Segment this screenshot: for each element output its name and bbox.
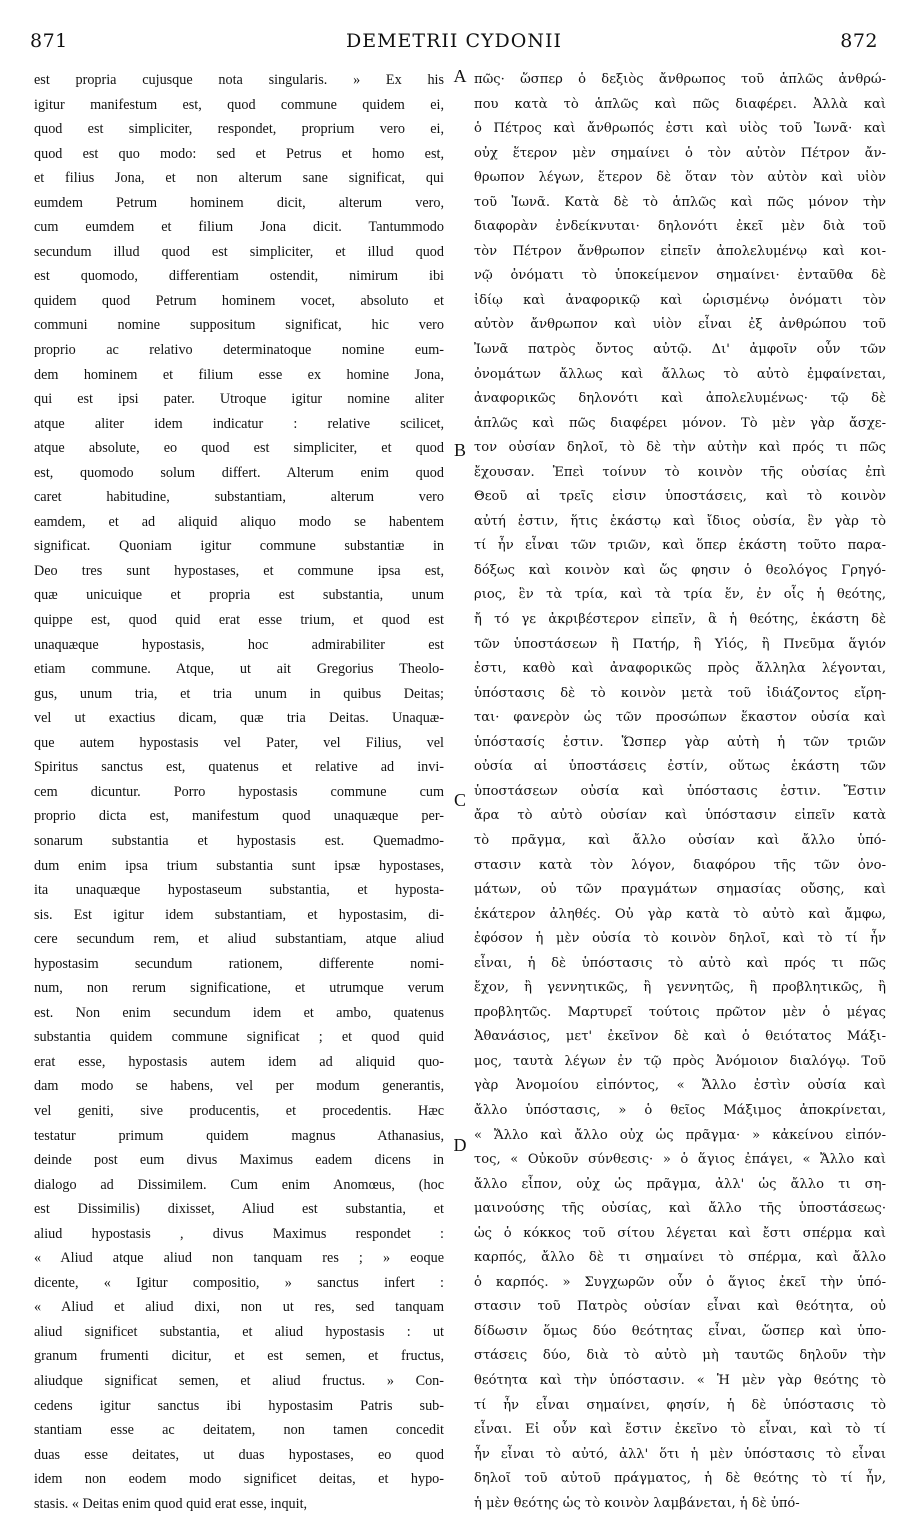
text-line: μος, ταυτὰ λέγων ἐν τῷ πρὸς Ἀνόμοιον διαλόγῳ. Τοῦ	[474, 1053, 886, 1069]
text-line: quippe est, quod quid erat esse trium, et quod est	[34, 612, 444, 629]
text-line: τί ἦν εἶναι τῶν τριῶν, καὶ ὅπερ ἑκάστη τοῦτο παρα-	[474, 538, 886, 554]
text-line: sis. Est igitur idem substantiam, et hypostasim, di-	[34, 906, 444, 923]
text-line: stasis. « Deitas enim quod quid erat esse, inquit,	[34, 1495, 308, 1512]
text-line: αὐτὸν ἄνθρωπον καὶ υἱὸν εἶναι ἐξ ἀνθρώπου τοῦ	[474, 317, 886, 333]
text-line: proprio ac relativo determinatoque nomine eum-	[34, 342, 444, 359]
text-line: dam modo se habens, vel per modum generantis,	[34, 1078, 444, 1095]
text-line: ἐστι, καθὸ καὶ ἀναφορικῶς πρὸς ἄλληλα λέγονται,	[474, 661, 886, 677]
page-number-left: 871	[30, 30, 68, 52]
text-line: est propria cujusque nota singularis. » Ex his	[34, 72, 444, 88]
text-line: « Aliud atque aliud non tanquam res ; » eoque	[34, 1250, 444, 1267]
text-line: ἤ τό γε ἀκριβέστερον εἰπεῖν, ἃ ἡ θεότης, ἑκάστη δὲ	[474, 612, 886, 628]
text-line: τοῦ Ἰωνᾶ. Κατὰ δὲ τὸ ἁπλῶς καὶ πῶς μόνον τὴν	[474, 194, 886, 210]
page-header	[30, 30, 878, 56]
text-line: νῷ ὀνόματι τὸ ὑποκείμενον σημαίνει· ἐνταῦθα δὲ	[474, 268, 886, 284]
text-line: gus, unum tria, et tria unum in quibus Deitas;	[34, 685, 444, 702]
text-line: δόξως καὶ κοινὸν καὶ ὥς φησιν ὁ θεολόγος Γρηγό-	[474, 562, 886, 578]
text-line: οὐσία αἱ ὑποστάσεις ἐστίν, οὕτως ἑκάστη τῶν	[474, 759, 886, 775]
text-line: dicente, « Igitur compositio, » sanctus infert :	[34, 1274, 444, 1291]
text-line: ἄλλο εἶπον, οὐχ ὡς πρᾶγμα, ἀλλ' ὡς ἄλλο τι ση-	[474, 1176, 886, 1192]
text-line: vel ut exactius dicam, quæ tria Deitas. Unaquæ-	[34, 710, 444, 727]
text-line: ὀνομάτων ἄλλως καὶ ἄλλως τὸ αὐτὸ ἐμφαίνεται,	[474, 366, 886, 382]
text-line: μάτων, οὐ τῶν πραγμάτων σημασίας οὔσης, καὶ	[474, 882, 886, 898]
text-line: secundum illud quod est simpliciter, et illud quod	[34, 243, 444, 260]
text-line: αὐτή ἐστιν, ἥτις ἑκάστῳ καὶ ἴδιος οὐσία, ἓν γὰρ τὸ	[474, 513, 886, 529]
text-line: substantia quidem commune significat ; et quod quid	[34, 1029, 444, 1046]
text-line: duas esse deitates, ut duas hypostases, eo quod	[34, 1446, 444, 1463]
text-line: erat esse, hypostasis autem idem ad aliquid quo-	[34, 1053, 444, 1070]
text-line: quod est quo modo: sed et Petrus et homo est,	[34, 145, 444, 162]
text-line: atque absolute, eo quod est simpliciter, et quod	[34, 440, 444, 457]
text-line: quod est simpliciter, respondet, proprium vero ei,	[34, 121, 444, 138]
text-line: ὁ καρπός. » Συγχωρῶν οὖν ὁ ἅγιος ἐκεῖ τὴν ὑπό-	[474, 1274, 886, 1290]
text-line: τῶν ὑποστάσεων ἢ Πατήρ, ἢ Υἱός, ἢ Πνεῦμα ἅγιόν	[474, 636, 886, 652]
text-line: ὑπόστασις δὲ τὸ κοινὸν μετὰ τοῦ ἰδιάζοντος εἴρη-	[474, 685, 886, 701]
text-line: ἁπλῶς καὶ πῶς διαφέρει μόνον. Τὸ μὲν γὰρ ἄσχε-	[474, 415, 886, 431]
text-line: Ἀθανάσιος, μετ' ἐκεῖνον δὲ καὶ ὁ θειότατος Μάξι-	[474, 1029, 886, 1045]
text-line: ἀναφορικῶς δηλονότι καὶ ἀπολελυμένως· τῷ δὲ	[474, 391, 886, 407]
text-line: est Dissimilis) dixisset, Aliud est substantia, et	[34, 1201, 444, 1218]
text-line: granum frumenti dicitur, et est semen, et fructus,	[34, 1348, 444, 1365]
text-line: eumdem Petrum hominem dicit, alterum vero,	[34, 194, 444, 211]
text-line: significat. Quoniam igitur commune substantiæ in	[34, 538, 444, 555]
text-line: sonarum substantia et hypostasis est. Quemadmo-	[34, 832, 444, 849]
text-line: ita unaquæque hypostaseum substantia, et hyposta-	[34, 882, 444, 899]
text-line: idem non eodem modo significet deitas, et hypo-	[34, 1471, 444, 1488]
text-line: πῶς· ὥσπερ ὁ δεξιὸς ἄνθρωπος τοῦ ἁπλῶς ἀνθρώ-	[474, 72, 886, 87]
text-line: testatur primum quidem magnus Athanasius,	[34, 1127, 444, 1144]
text-line: est, quomodo solum differt. Alterum enim quod	[34, 464, 444, 481]
text-line: δίδωσιν ὅμως δύο θεότητας εἶναι, ὥσπερ καὶ ὑπο-	[474, 1323, 886, 1339]
text-line: που κατὰ τὸ ἁπλῶς καὶ πῶς διαφέρει. Ἀλλὰ καὶ	[474, 96, 886, 112]
text-line: στάσεις δύο, διὰ τὸ αὐτὸ μὴ ταυτῶς δηλοῦν τὴν	[474, 1348, 886, 1364]
latin-column	[34, 68, 444, 1515]
text-line: qui est ipsi pater. Utroque igitur nomine aliter	[34, 391, 444, 408]
text-line: τος, « Οὐκοῦν σύνθεσις· » ὁ ἅγιος ἐπάγει, « Ἄλλο καὶ	[474, 1152, 886, 1168]
text-line: communi nomine suppositum significat, hic vero	[34, 317, 444, 334]
text-line: ται· φανερὸν ὡς τῶν προσώπων ἕκαστον οὐσία καὶ	[474, 710, 886, 726]
text-line: et filius Jona, et non alterum sane significat, qui	[34, 170, 444, 187]
text-line: cere secundum rem, et aliud substantiam, atque aliud	[34, 931, 444, 948]
text-line: δηλοῖ τοῦ αὐτοῦ πράγματος, ἡ δὲ θεότης τὸ τί ἦν,	[474, 1471, 886, 1487]
text-line: Spiritus sanctus est, quatenus et relative ad invi-	[34, 759, 444, 776]
text-line: stantiam esse ac deitatem, non tamen concedit	[34, 1422, 444, 1439]
text-line: est quomodo, differentiam ostendit, nimirum ibi	[34, 268, 444, 285]
text-line: τί ἦν εἶναι σημαίνει, φησίν, ἡ δὲ ὑπόστασις τὸ	[474, 1397, 886, 1413]
text-line: num, non rerum significatione, et utrumque verum	[34, 980, 444, 997]
section-marker-b: B	[453, 440, 466, 460]
text-line: θεότητα καὶ τὴν ὑπόστασιν. « Ἡ μὲν γὰρ θεότης τὸ	[474, 1372, 886, 1388]
text-line: ὁ Πέτρος καὶ ἄνθρωπός ἐστι καὶ υἱὸς τοῦ Ἰωνᾶ· καὶ	[474, 121, 886, 137]
text-line: etiam commune. Atque, ut ait Gregorius Theolo-	[34, 661, 444, 678]
text-line: est. Non enim secundum idem et ambo, quatenus	[34, 1004, 444, 1021]
section-marker-a: A	[453, 66, 467, 86]
running-title: DEMETRII CYDONII	[346, 30, 562, 52]
text-line: Θεοῦ αἱ τρεῖς εἰσιν ὑποστάσεις, καὶ τὸ κοινὸν	[474, 489, 886, 505]
text-line: ὑπόστασίς ἐστιν. Ὥσπερ γὰρ αὐτὴ ἡ τῶν τριῶν	[474, 734, 886, 750]
text-line: que autem hypostasis vel Pater, vel Filius, vel	[34, 734, 444, 751]
text-line: eamdem, et ad aliquid aliquo modo se habentem	[34, 513, 444, 530]
text-line: aliud hypostasis , divus Maximus respondet :	[34, 1225, 444, 1242]
text-line: « Ἄλλο καὶ ἄλλο οὐχ ὡς πρᾶγμα· » κἀκείνου εἰπόν-	[474, 1127, 886, 1143]
text-line: ἡ μὲν θεότης ὡς τὸ κοινὸν λαμβάνεται, ἡ δὲ ὑπό-	[474, 1495, 800, 1511]
text-line: cedens igitur sanctus ibi hypostasim Patris sub-	[34, 1397, 444, 1414]
text-line: τὸ πρᾶγμα, καὶ ἄλλο οὐσίαν καὶ ἄλλο ὑπό-	[474, 832, 886, 848]
text-line: θρωπον λέγων, ἕτερον δὲ ὅταν τὸν αὐτὸν καὶ υἱὸν	[474, 170, 886, 186]
text-line: dem hominem et filium esse ex homine Jona,	[34, 366, 444, 383]
section-marker-c: C	[453, 790, 466, 810]
text-line: ἑκάτερον ἀληθές. Οὐ γὰρ κατὰ τὸ αὐτὸ καὶ ἄμφω,	[474, 906, 886, 922]
text-line: « Aliud et aliud dixi, non ut res, sed tanquam	[34, 1299, 444, 1316]
text-line: caret habitudine, substantiam, alterum vero	[34, 489, 444, 506]
text-line: εἶναι. Εἰ οὖν καὶ ἔστιν ἐκεῖνο τὸ εἶναι, καὶ τὸ τί	[474, 1422, 886, 1438]
text-line: ἄρα τὸ αὐτὸ οὐσίαν καὶ ὑπόστασιν εἰπεῖν κατὰ	[474, 808, 886, 824]
text-line: aliudque significat semen, et aliud fructus. » Con-	[34, 1372, 444, 1389]
text-line: dum enim ipsa trium substantia sunt ipsæ hypostases,	[34, 857, 444, 874]
text-line: aliud significet substantia, et aliud hypostasis : ut	[34, 1323, 444, 1340]
text-line: unaquæque hypostasis, hoc admirabiliter est	[34, 636, 444, 653]
text-line: ἔχουσαν. Ἐπεὶ τοίνυν τὸ κοινὸν τῆς οὐσίας ἐπὶ	[474, 464, 886, 480]
text-line: ἰδίῳ καὶ ἀναφορικῷ καὶ ὡρισμένῳ ὀνόματι τὸν	[474, 292, 886, 308]
text-line: cem dicuntur. Porro hypostasis commune cum	[34, 783, 444, 800]
text-line: vel geniti, sive producentis, et procedentis. Hæc	[34, 1102, 444, 1119]
text-line: quidem quod Petrum hominem vocet, absoluto et	[34, 292, 444, 309]
text-line: ριος, ἓν τὰ τρία, καὶ τὰ τρία ἕν, ἐν οἷς ἡ θεότης,	[474, 587, 886, 603]
text-line: καρπός, ἄλλο δὲ τι σημαίνει τὸ σπέρμα, καὶ ἄλλο	[474, 1250, 886, 1266]
text-line: deinde post eum divus Maximus eadem dicens in	[34, 1152, 444, 1169]
text-line: quæ unicuique et propria est substantia, unum	[34, 587, 444, 604]
text-line: τον οὐσίαν δηλοῖ, τὸ δὲ τὴν αὐτὴν καὶ πρός τι πῶς	[474, 440, 886, 456]
text-line: Deo tres sunt hypostases, et commune ipsa est,	[34, 562, 444, 579]
text-line: γὰρ Ἀνομοίου εἰπόντος, « Ἄλλο ἐστὶν οὐσία καὶ	[474, 1078, 886, 1094]
text-line: proprio dicta est, manifestum quod unaquæque per-	[34, 808, 444, 825]
text-line: προβλητῶς. Μαρτυρεῖ τούτοις πρῶτον μὲν ὁ μέγας	[474, 1004, 886, 1020]
text-line: ἔχον, ἢ γεννητικῶς, ἢ γεννητῶς, ἢ προβλητικῶς, ἢ	[474, 980, 886, 996]
text-line: ὑποστάσεων οὐσία καὶ ὑπόστασις ἐστιν. Ἔστιν	[474, 783, 886, 799]
section-marker-d: D	[453, 1135, 467, 1155]
text-line: διαφορὰν ἐνδείκνυται· δηλονότι ἐκεῖ μὲν διὰ τοῦ	[474, 219, 886, 235]
greek-column	[474, 68, 886, 1515]
text-line: τὸν Πέτρον ἄνθρωπον εἰπεῖν ἀπολελυμένῳ καὶ κοι-	[474, 243, 886, 259]
text-line: εἶναι, ἡ δὲ ὑπόστασις τὸ αὐτὸ καὶ πρός τι πῶς	[474, 955, 886, 971]
text-line: cum eumdem et filium Jona dicit. Tantummodo	[34, 219, 444, 236]
page-number-right: 872	[840, 30, 878, 52]
text-line: ἄλλο ὑπόστασις, » ὁ θεῖος Μάξιμος ἀποκρίνεται,	[474, 1102, 886, 1118]
text-line: στασιν τοῦ Πατρὸς οὐσίαν εἶναι καὶ θεότητα, οὐ	[474, 1299, 886, 1315]
text-line: οὐχ ἕτερον μὲν σημαίνει ὁ τὸν αὐτὸν Πέτρον ἄν-	[474, 145, 886, 161]
text-line: hypostasim secundum rationem, differente nomi-	[34, 955, 444, 972]
text-line: ἦν εἶναι τὸ αὐτό, ἀλλ' ὅτι ἡ μὲν ὑπόστασις τὸ εἶναι	[474, 1446, 886, 1462]
text-line: dialogo ad Dissimilem. Cum enim Anomœus, (hoc	[34, 1176, 444, 1193]
text-line: Ἰωνᾶ πατρὸς ὄντος αὐτῷ. Δι' ἀμφοῖν οὖν τῶν	[474, 342, 886, 358]
text-line: ὡς ὁ κόκκος τοῦ σίτου λέγεται καὶ ἔστι σπέρμα καὶ	[474, 1225, 886, 1241]
text-line: ἐφόσον ἡ μὲν οὐσία τὸ κοινὸν δηλοῖ, καὶ τὸ τί ἦν	[474, 931, 886, 947]
text-line: στασιν κατὰ τὸν λόγον, διαφόρου τῆς τῶν ὀνο-	[474, 857, 886, 873]
text-line: atque aliter idem indicatur : relative scilicet,	[34, 415, 444, 432]
text-line: μαινούσης τῆς οὐσίας, καὶ ἄλλο τῆς ὑποστάσεως·	[474, 1201, 886, 1217]
text-line: igitur manifestum est, quod commune quidem ei,	[34, 96, 444, 113]
